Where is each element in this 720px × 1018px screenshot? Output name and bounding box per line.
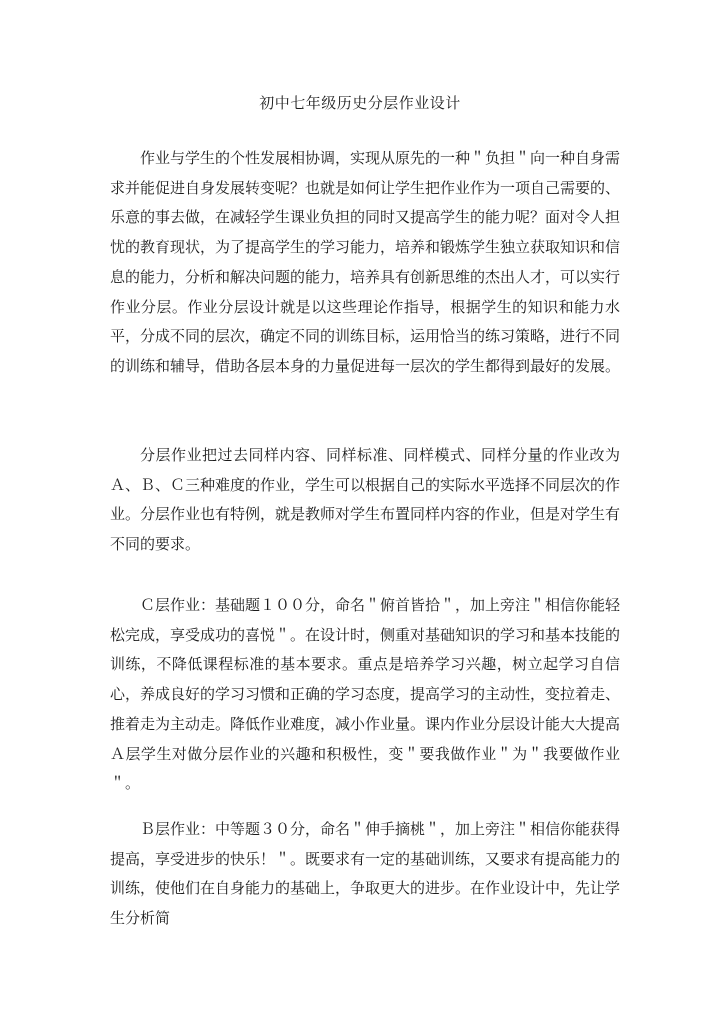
paragraph-layered-homework: 分层作业把过去同样内容、同样标准、同样模式、同样分量的作业改为Ａ、Ｂ、Ｃ三种难度的作业，学生可以根据自己的实际水平选择不同层次的作业。分层作业也有特例，就是教师对学生布置同样内容的作业，但是对学生有不同的要求。 — [110, 446, 621, 554]
document-title: 初中七年级历史分层作业设计 — [259, 94, 461, 112]
paragraph-level-b: Ｂ层作业：中等题３０分，命名＂伸手摘桃＂，加上旁注＂相信你能获得提高，享受进步的快乐！＂。既要求有一定的基础训练，又要求有提高能力的训练，使他们在自身能力的基础上，争取更大的进步。在作业设计中，先让学生分析简 — [110, 820, 621, 928]
paragraph-intro: 作业与学生的个性发展相协调，实现从原先的一种＂负担＂向一种自身需求并能促进自身发展转变呢？也就是如何让学生把作业作为一项自己需要的、乐意的事去做，在减轻学生课业负担的同时又提高学生的能力呢？面对令人担忧的教育现状，为了提高学生的学习能力，培养和锻炼学生独立获取知识和信息的能力，分析和解决问题的能力，培养具有创新思维的杰出人才，可以实行作业分层。作业分层设计就是以这些理论作指导，根据学生的知识和能力水平，分成不同的层次，确定不同的训练目标，运用恰当的练习策略，进行不同的训练和辅导，借助各层本身的力量促进每一层次的学生都得到最好的发展。 — [110, 149, 621, 375]
paragraph-level-c: Ｃ层作业：基础题１００分，命名＂俯首皆拾＂，加上旁注＂相信你能轻松完成，享受成功的喜悦＂。在设计时，侧重对基础知识的学习和基本技能的训练，不降低课程标准的基本要求。重点是培养学习兴趣，树立起学习自信心，养成良好的学习习惯和正确的学习态度，提高学习的主动性，变拉着走、推着走为主动走。降低作业难度，减小作业量。课内作业分层设计能大大提高Ａ层学生对做分层作业的兴趣和积极性，变＂要我做作业＂为＂我要做作业＂。 — [110, 596, 621, 793]
